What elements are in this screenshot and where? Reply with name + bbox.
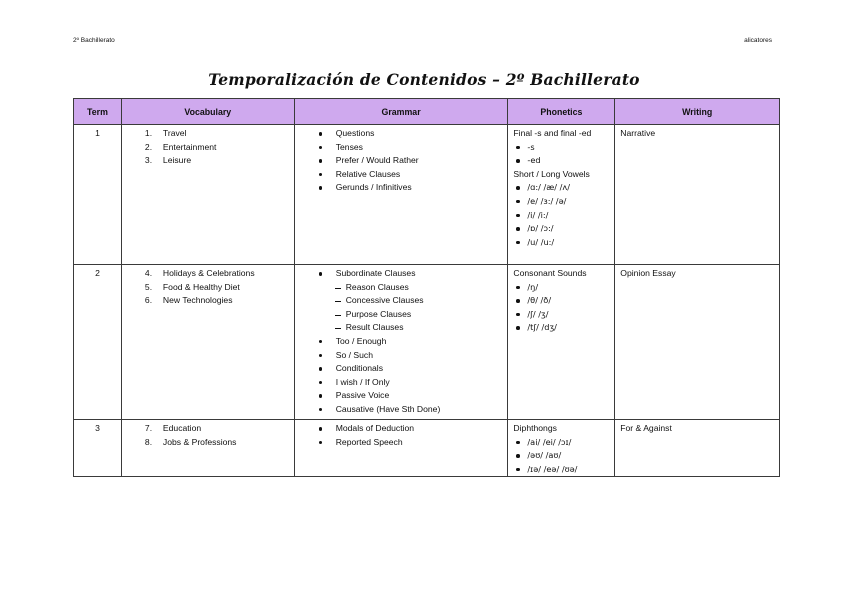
vocabulary-item-label: Leisure xyxy=(162,155,192,166)
grammar-item: Tenses xyxy=(300,141,503,155)
grammar-item: Questions xyxy=(300,127,503,141)
grammar-list xyxy=(300,267,503,417)
phonetics-item: /e/ /ɜ:/ /ə/ xyxy=(513,195,609,209)
column-header-grammar: Grammar xyxy=(294,99,508,125)
vocabulary-list xyxy=(127,127,289,168)
table-row xyxy=(74,420,780,477)
term-cell: 2 xyxy=(74,265,122,420)
term-cell: 1 xyxy=(74,125,122,265)
grammar-list xyxy=(300,127,503,195)
phonetics-item: /tʃ/ /dʒ/ xyxy=(513,321,609,335)
document-title: Temporalización de Contenidos – 2º Bachillerato xyxy=(208,70,640,89)
phonetics-cell xyxy=(508,420,615,477)
phonetics-item: /ɑ:/ /æ/ /ʌ/ xyxy=(513,181,609,195)
vocabulary-item-number: 5. xyxy=(144,281,153,292)
phonetics-list xyxy=(513,281,609,335)
column-header-phonetics: Phonetics xyxy=(508,99,615,125)
column-header-writing: Writing xyxy=(615,99,780,125)
vocabulary-item xyxy=(127,294,289,308)
phonetics-item: /ŋ/ xyxy=(513,281,609,295)
vocabulary-item-label: Food & Healthy Diet xyxy=(162,281,240,292)
phonetics-item: /ai/ /ei/ /ɔɪ/ xyxy=(513,436,609,450)
grammar-cell xyxy=(294,265,508,420)
grammar-item: Subordinate Clauses xyxy=(300,267,503,281)
vocabulary-item xyxy=(127,281,289,295)
grammar-item: So / Such xyxy=(300,349,503,363)
vocabulary-item xyxy=(127,141,289,155)
vocabulary-item-label: Holidays & Celebrations xyxy=(162,268,255,278)
phonetics-list xyxy=(513,181,609,249)
grammar-item: Too / Enough xyxy=(300,335,503,349)
grammar-list xyxy=(300,422,503,449)
vocabulary-item xyxy=(127,267,289,281)
phonetics-heading: Consonant Sounds xyxy=(513,268,587,278)
grammar-item: Reported Speech xyxy=(300,436,503,450)
vocabulary-cell xyxy=(121,420,294,477)
grammar-subitem: Purpose Clauses xyxy=(300,308,503,322)
grammar-item: Conditionals xyxy=(300,362,503,376)
phonetics-item: /əʊ/ /aʊ/ xyxy=(513,449,609,463)
phonetics-list xyxy=(513,141,609,168)
writing-cell: Narrative xyxy=(615,125,780,265)
table-row xyxy=(74,125,780,265)
table-header-row xyxy=(74,99,780,125)
grammar-subitem: Result Clauses xyxy=(300,321,503,335)
vocabulary-item-label: Education xyxy=(162,423,202,433)
grammar-subitem: Concessive Clauses xyxy=(300,294,503,308)
vocabulary-list xyxy=(127,267,289,308)
phonetics-item: /θ/ /ð/ xyxy=(513,294,609,308)
phonetics-cell xyxy=(508,265,615,420)
phonetics-item: /u/ /u:/ xyxy=(513,236,609,250)
writing-cell: For & Against xyxy=(615,420,780,477)
vocabulary-item-label: New Technologies xyxy=(162,295,233,306)
phonetics-item: -s xyxy=(513,141,609,155)
column-header-vocabulary: Vocabulary xyxy=(121,99,294,125)
grammar-item: Passive Voice xyxy=(300,389,503,403)
vocabulary-cell xyxy=(121,265,294,420)
header-right-text: alicatores xyxy=(744,37,772,44)
phonetics-list xyxy=(513,436,609,477)
grammar-subitem: Reason Clauses xyxy=(300,281,503,295)
grammar-item: Causative (Have Sth Done) xyxy=(300,403,503,417)
phonetics-item: -ed xyxy=(513,154,609,168)
grammar-item: Modals of Deduction xyxy=(300,422,503,436)
vocabulary-list xyxy=(127,422,289,449)
phonetics-item: /ʃ/ /ʒ/ xyxy=(513,308,609,322)
vocabulary-item-label: Entertainment xyxy=(162,141,217,152)
grammar-item: I wish / If Only xyxy=(300,376,503,390)
phonetics-cell xyxy=(508,125,615,265)
vocabulary-item-number: 3. xyxy=(144,155,153,166)
vocabulary-item-number: 2. xyxy=(144,141,153,152)
vocabulary-item xyxy=(127,422,289,436)
grammar-cell xyxy=(294,420,508,477)
phonetics-item: /i/ /i:/ xyxy=(513,209,609,223)
vocabulary-item-label: Jobs & Professions xyxy=(162,436,237,447)
term-cell: 3 xyxy=(74,420,122,477)
vocabulary-item xyxy=(127,154,289,168)
vocabulary-item-number: 6. xyxy=(144,295,153,306)
column-header-term: Term xyxy=(74,99,122,125)
vocabulary-item-number: 7. xyxy=(144,423,153,433)
vocabulary-cell xyxy=(121,125,294,265)
vocabulary-item-number: 1. xyxy=(144,128,153,138)
phonetics-item: /ɪə/ /eə/ /ʊə/ xyxy=(513,463,609,477)
phonetics-item: /ɒ/ /ɔ:/ xyxy=(513,222,609,236)
vocabulary-item xyxy=(127,127,289,141)
grammar-item: Gerunds / Infinitives xyxy=(300,181,503,195)
grammar-cell xyxy=(294,125,508,265)
phonetics-heading: Diphthongs xyxy=(513,423,557,433)
phonetics-heading: Final -s and final -ed xyxy=(513,128,592,138)
vocabulary-item-number: 8. xyxy=(144,436,153,447)
contents-table xyxy=(73,98,780,477)
grammar-item: Relative Clauses xyxy=(300,168,503,182)
vocabulary-item-number: 4. xyxy=(144,268,153,278)
header-left-text: 2º Bachillerato xyxy=(73,37,115,44)
vocabulary-item xyxy=(127,436,289,450)
writing-cell: Opinion Essay xyxy=(615,265,780,420)
table-row xyxy=(74,265,780,420)
grammar-item: Prefer / Would Rather xyxy=(300,154,503,168)
phonetics-heading: Short / Long Vowels xyxy=(513,168,590,179)
vocabulary-item-label: Travel xyxy=(162,128,187,138)
